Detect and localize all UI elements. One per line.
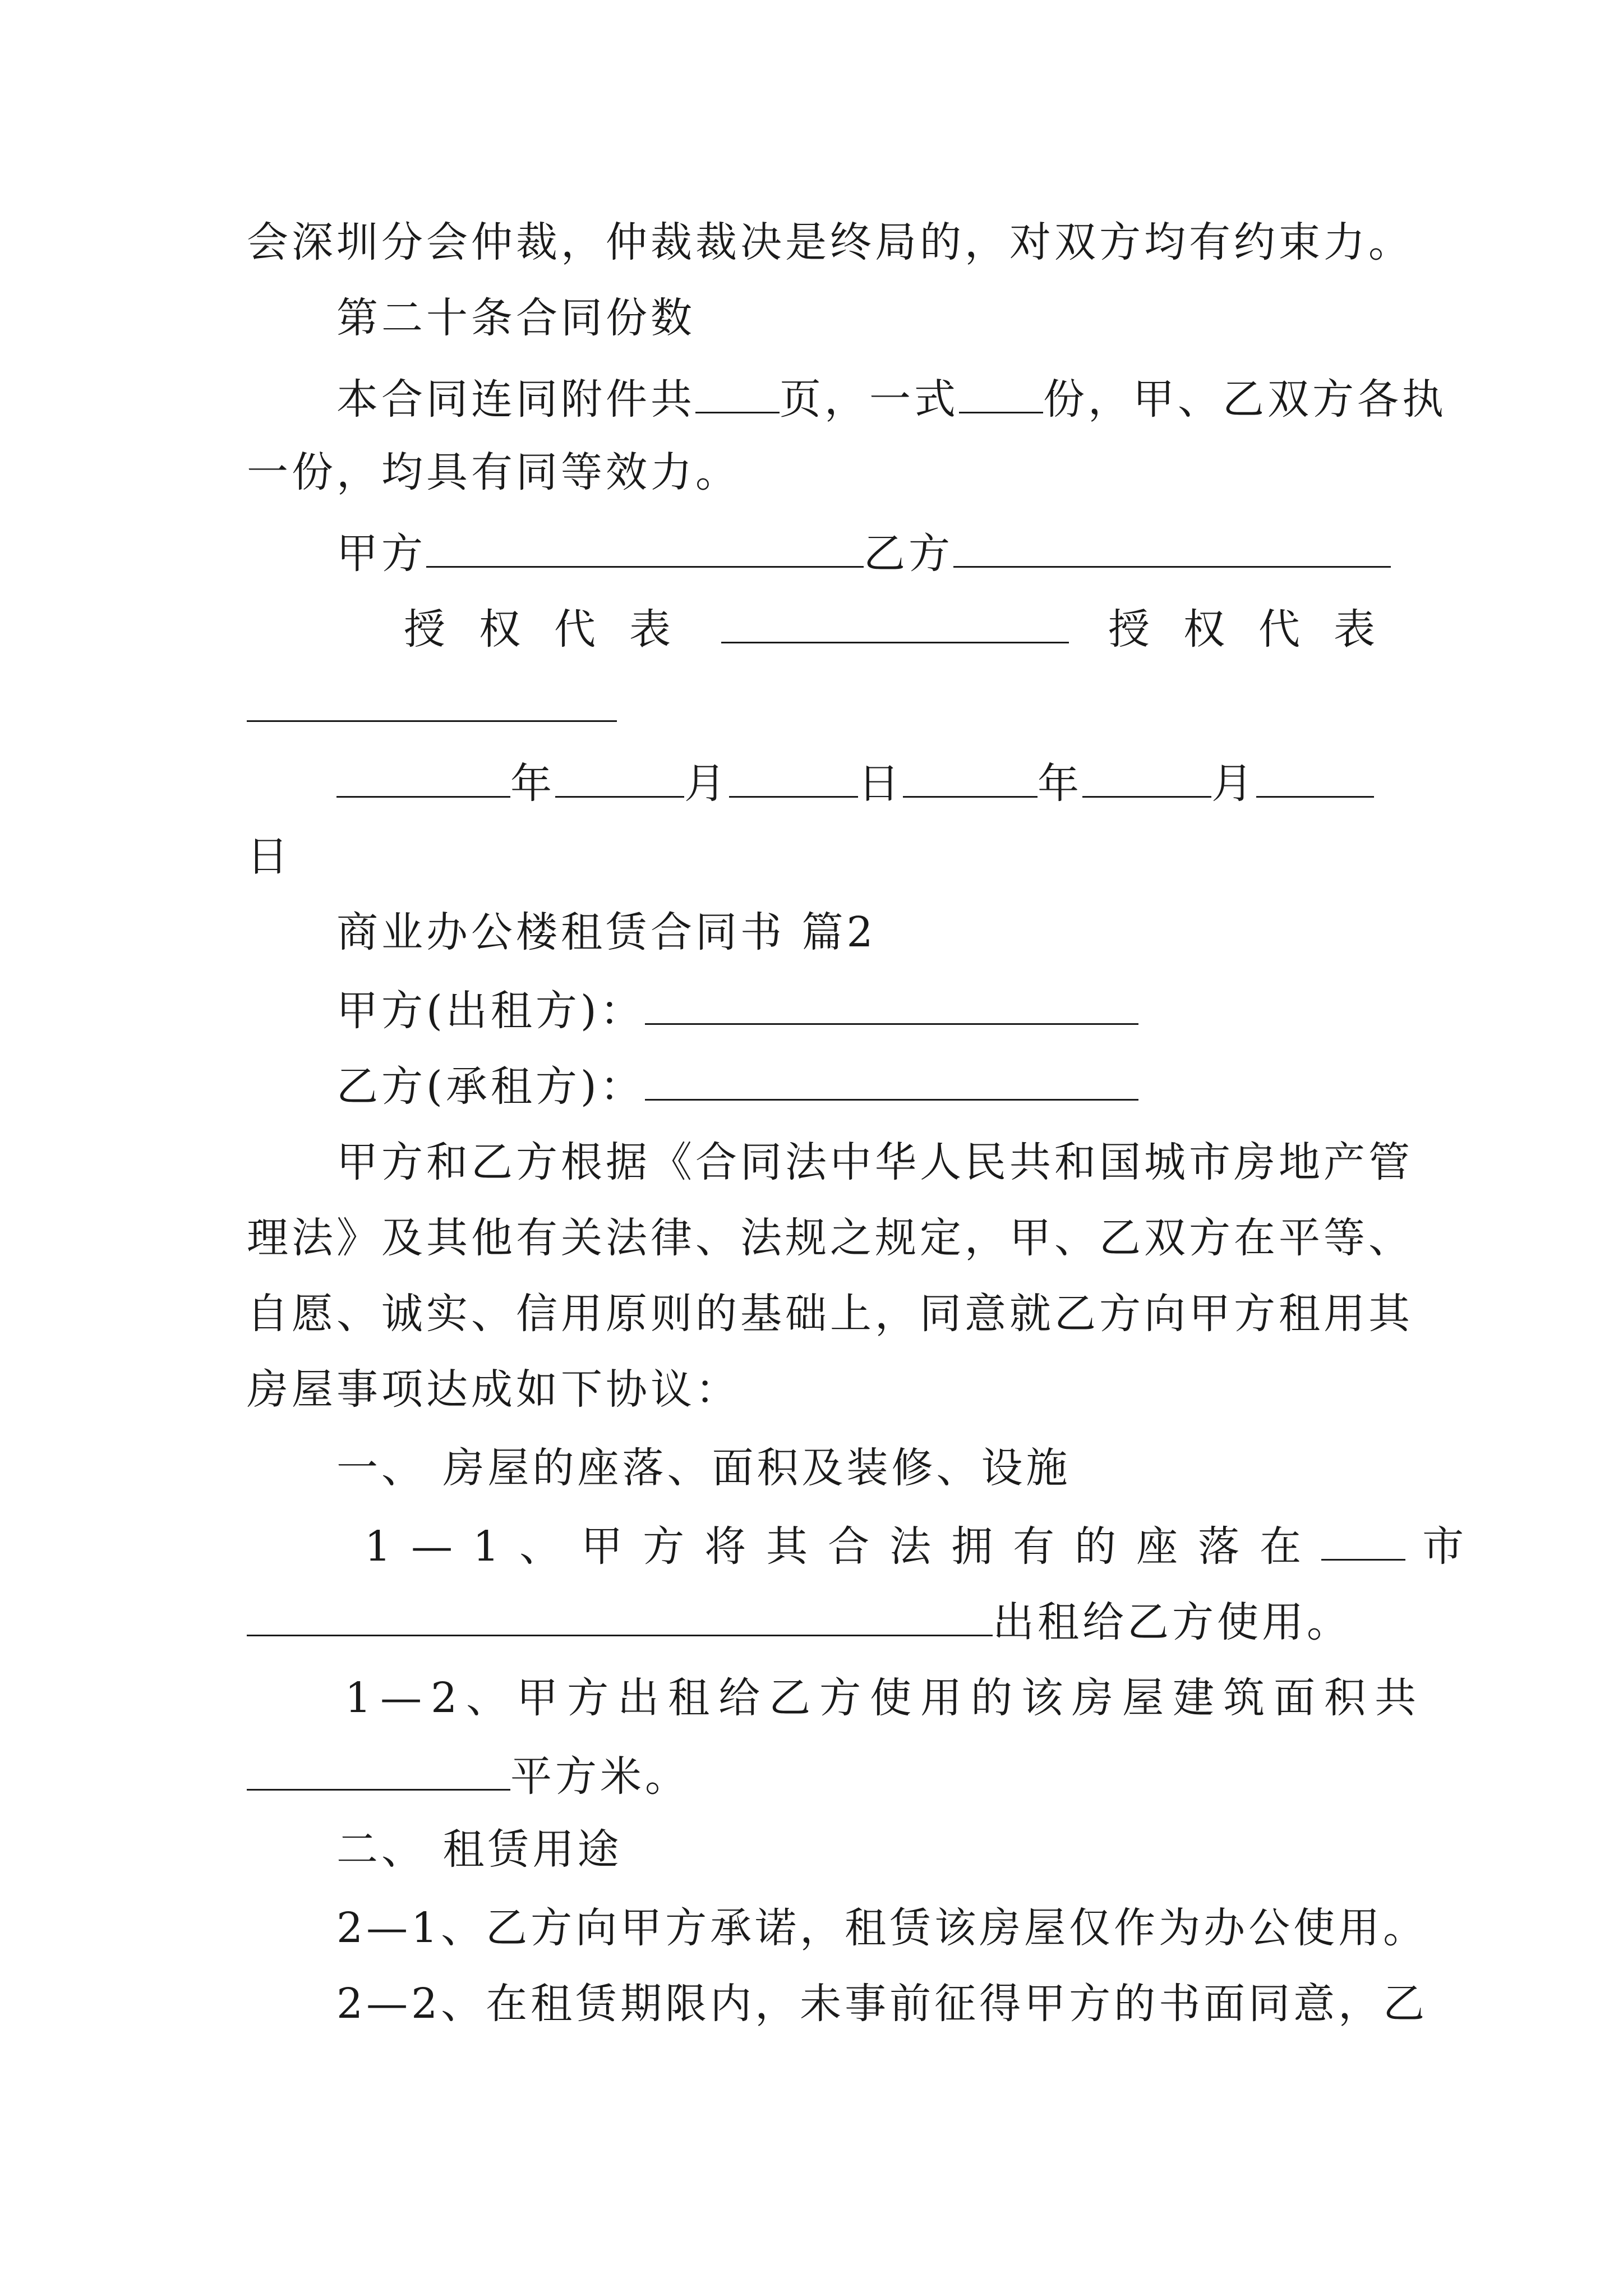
text: 2—2、在租赁期限内，未事前征得甲方的书面同意，乙 (336, 1980, 1428, 2028)
day-2-blank (1256, 760, 1374, 798)
text: 房屋事项达成如下协议： (247, 1365, 740, 1414)
rep-b-label: 授权代表 (1108, 605, 1409, 654)
city-blank (1321, 1523, 1405, 1561)
text: 商业办公楼租赁合同书 篇2 (336, 908, 877, 956)
text: 月 (684, 760, 729, 808)
rep-a-label: 授权代表 (404, 605, 704, 654)
text: 一、 房屋的座落、面积及装修、设施 (336, 1444, 1071, 1492)
signature-line (336, 530, 1391, 578)
intro-line-1 (336, 1138, 1413, 1186)
intro-line-3 (247, 1290, 1413, 1338)
rep-b-blank-line (247, 684, 617, 729)
rep-b-blank (247, 684, 617, 722)
clause-1-1 (365, 1522, 1468, 1571)
text: 1—1、甲方将其合法拥有的座落在 (365, 1522, 1322, 1571)
party-b-blank (953, 530, 1391, 568)
party-a-label: 甲方 (336, 530, 426, 578)
date-line (336, 760, 1374, 808)
section-title (336, 908, 877, 956)
area-blank (247, 1753, 510, 1791)
text: 理法》及其他有关法律、法规之规定，甲、乙双方在平等、 (247, 1214, 1413, 1262)
party-a-blank (426, 530, 864, 568)
location-blank (247, 1599, 993, 1636)
day-1-blank (729, 760, 858, 798)
text: 年 (1038, 760, 1082, 808)
text: 市 (1422, 1522, 1468, 1571)
paragraph-copies-cont (247, 448, 740, 496)
lessor-line (336, 987, 1138, 1035)
text: 页，一式 (780, 375, 959, 424)
text: 出租给乙方使用。 (993, 1598, 1352, 1646)
text: 份，甲、乙双方各执 (1043, 375, 1447, 424)
text: 第二十条合同份数 (336, 294, 695, 342)
lessee-blank (645, 1063, 1138, 1101)
text: 1—2、甲方出租给乙方使用的该房屋建筑面积共 (345, 1674, 1426, 1722)
party-b-label: 乙方 (864, 530, 953, 578)
lessor-blank (645, 987, 1138, 1025)
heading-usage (336, 1825, 623, 1874)
text: 月 (1211, 760, 1256, 808)
rep-a-blank (721, 606, 1069, 643)
year-2-blank (903, 760, 1038, 798)
article-20-title (336, 294, 695, 342)
intro-line-4 (247, 1365, 740, 1414)
text: 乙方(承租方)： (336, 1062, 645, 1111)
text: 会深圳分会仲裁，仲裁裁决是终局的，对双方均有约束力。 (247, 218, 1413, 266)
text: 平方米。 (510, 1752, 690, 1801)
intro-line-2 (247, 1214, 1413, 1262)
text: 甲方和乙方根据《合同法中华人民共和国城市房地产管 (336, 1138, 1413, 1186)
text: 日 (247, 832, 292, 881)
clause-1-1-cont (247, 1598, 1352, 1646)
month-1-blank (555, 760, 684, 798)
text: 年 (510, 760, 555, 808)
text: 日 (858, 760, 903, 808)
paragraph-arbitration (247, 218, 1413, 266)
text: 一份，均具有同等效力。 (247, 448, 740, 496)
clause-1-2 (345, 1674, 1426, 1722)
year-1-blank (336, 760, 510, 798)
clause-2-1 (336, 1904, 1428, 1952)
date-line-cont (247, 832, 292, 881)
paragraph-copies (336, 375, 1447, 424)
text: 本合同连同附件共 (336, 375, 695, 424)
clause-2-2 (336, 1980, 1428, 2028)
text: 二、 租赁用途 (336, 1825, 623, 1874)
clause-1-2-cont (247, 1752, 690, 1801)
text: 2—1、乙方向甲方承诺，租赁该房屋仅作为办公使用。 (336, 1904, 1428, 1952)
month-2-blank (1082, 760, 1211, 798)
representative-line (404, 605, 1409, 654)
text: 甲方(出租方)： (336, 987, 645, 1035)
pages-blank (695, 376, 780, 413)
heading-premises (336, 1444, 1071, 1492)
lessee-line (336, 1062, 1138, 1111)
copies-blank (959, 376, 1043, 413)
text: 自愿、诚实、信用原则的基础上，同意就乙方向甲方租用其 (247, 1290, 1413, 1338)
